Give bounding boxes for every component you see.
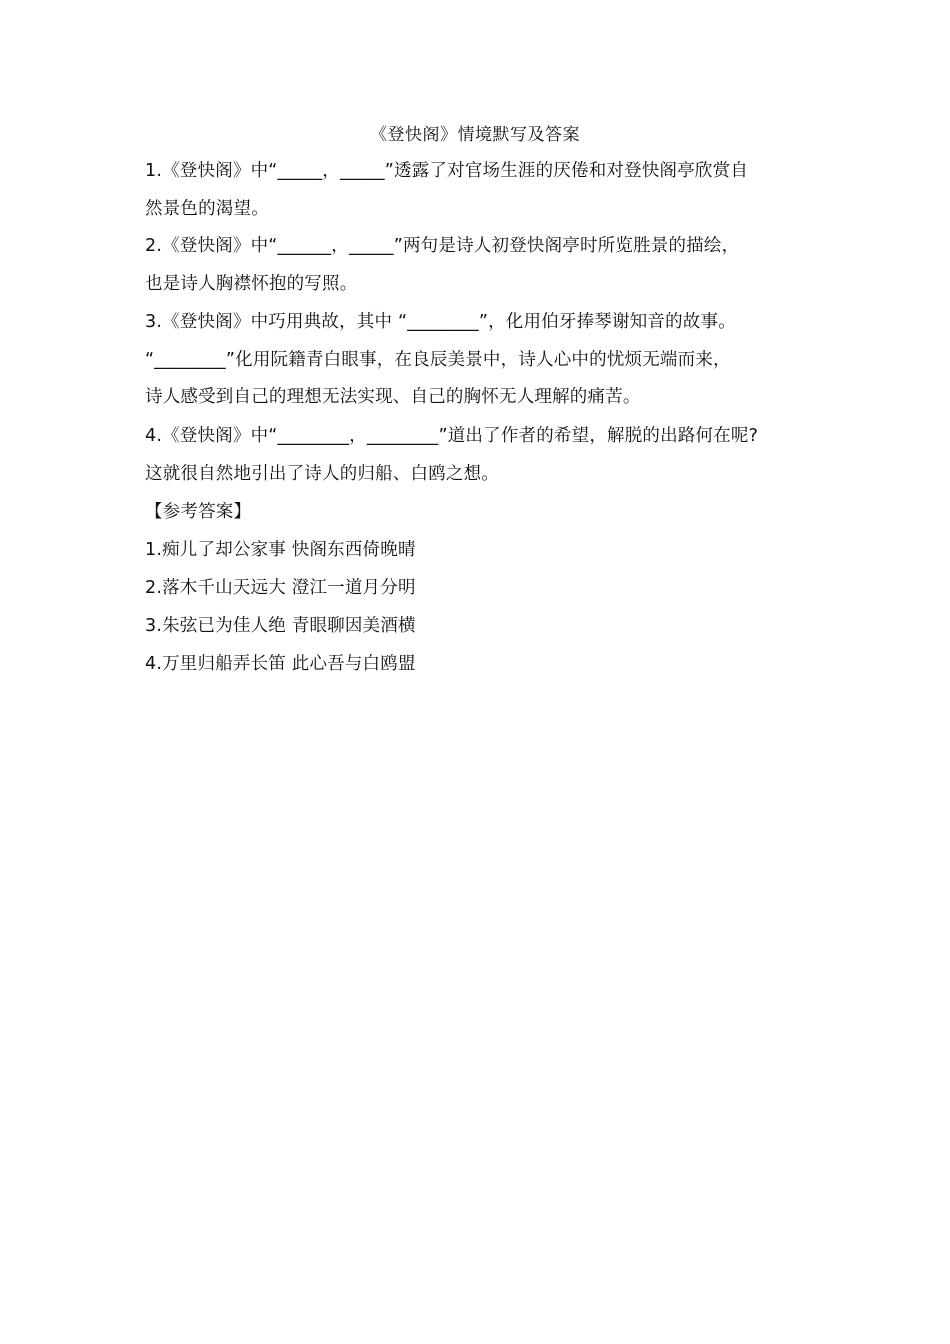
answer-2: 2.落木千山天远大 澄江一道月分明 [145,578,416,598]
question-2-line-2: 也是诗人胸襟怀抱的写照。 [145,274,358,294]
answer-1: 1.痴儿了却公家事 快阁东西倚晚晴 [145,540,416,560]
answer-4: 4.万里归船弄长笛 此心吾与白鸥盟 [145,654,416,674]
question-3-line-1: 3.《登快阁》中巧用典故，其中 “________”，化用伯牙捧琴谢知音的故事。 [145,312,736,332]
document-title: 《登快阁》情境默写及答案 [370,125,580,145]
answer-3: 3.朱弦已为佳人绝 青眼聊因美酒横 [145,616,416,636]
question-1-line-2: 然景色的渴望。 [145,199,269,219]
question-3-line-3: 诗人感受到自己的理想无法实现、自己的胸怀无人理解的痛苦。 [145,387,641,407]
answers-heading: 【参考答案】 [145,502,252,522]
question-3-line-2: “________”化用阮籍青白眼事，在良辰美景中，诗人心中的忧烦无端而来， [145,350,731,370]
question-4-line-1: 4.《登快阁》中“________，________”道出了作者的希望，解脱的出路何在呢? [145,426,759,446]
question-4-line-2: 这就很自然地引出了诗人的归船、白鸥之想。 [145,464,499,484]
question-1-line-1: 1.《登快阁》中“_____，_____”透露了对官场生涯的厌倦和对登快阁亭欣赏自 [145,161,749,181]
question-2-line-1: 2.《登快阁》中“______，_____”两句是诗人初登快阁亭时所览胜景的描绘， [145,236,740,256]
